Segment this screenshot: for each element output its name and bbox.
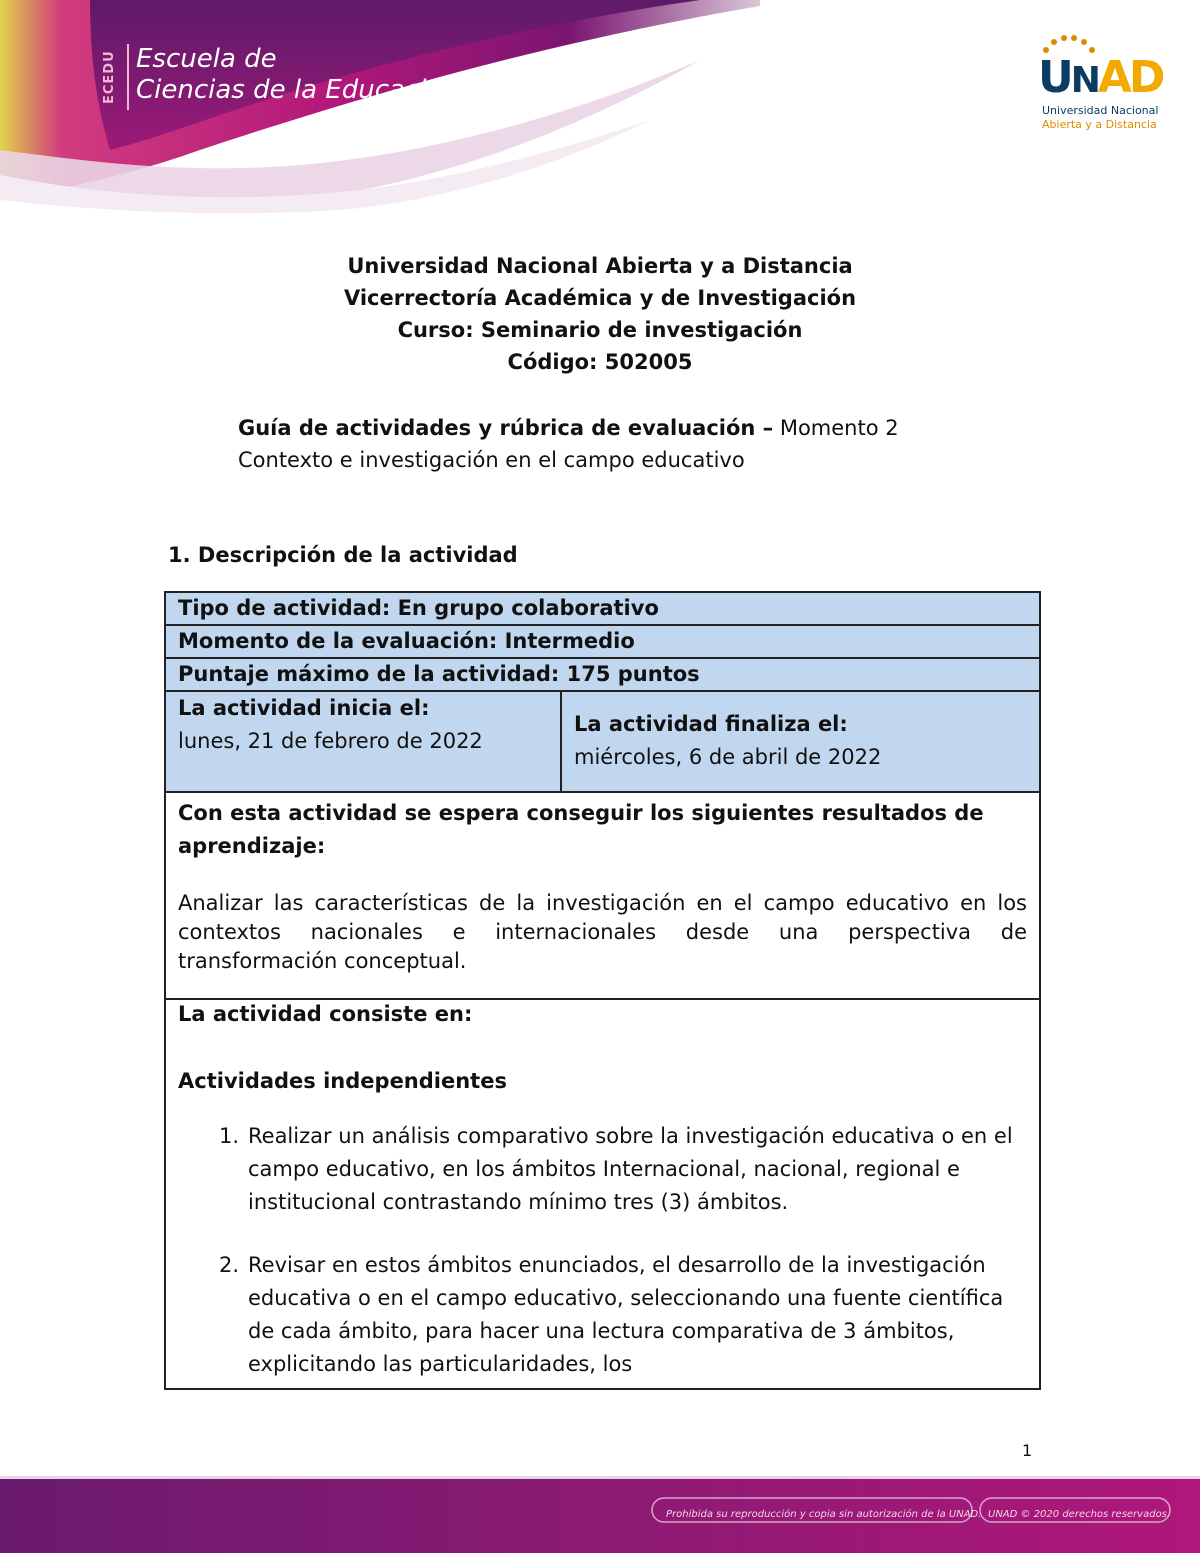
school-name-line1: Escuela de (136, 44, 277, 74)
learning-heading: Con esta actividad se espera conseguir los siguientes resultados de aprendizaje: (178, 801, 984, 858)
independent-heading: Actividades independientes (178, 1069, 507, 1093)
ecedu-label: ECEDU (102, 50, 117, 104)
start-date-cell (166, 692, 562, 791)
title-code: Código: 502005 (507, 350, 693, 374)
school-name (136, 44, 459, 106)
row-learning-outcomes (166, 793, 1039, 1000)
activity-table (164, 591, 1041, 1390)
school-name-line2: Ciencias de la Educación (136, 75, 459, 105)
end-date-label: La actividad finaliza el: (574, 712, 848, 736)
row-activity-consists (166, 1000, 1039, 1388)
title-course: Curso: Seminario de investigación (397, 318, 803, 342)
section-title: 1. Descripción de la actividad (168, 543, 518, 567)
list-item: 1. Realizar un análisis comparativo sobre la investigación educativa o en el campo educativo, en los ámbitos Internacional, nacional, regional e institucional contrastando mínimo tres (3) ámbitos. (218, 1124, 1013, 1214)
logo-line2: Abierta y a Distancia (1042, 118, 1157, 131)
end-date-cell (562, 692, 1039, 791)
row-activity-type: Tipo de actividad: En grupo colaborativo (166, 593, 1039, 626)
title-vicerrectoria: Vicerrectoría Académica y de Investigación (343, 286, 857, 310)
guide-title: Guía de actividades y rúbrica de evaluación – (238, 416, 774, 440)
logo-wordmark: UNAD (1038, 52, 1163, 103)
start-date-label: La actividad inicia el: (178, 696, 430, 720)
unad-logo (1036, 34, 1166, 134)
header-banner (0, 0, 760, 215)
document-titles (0, 250, 1200, 378)
end-date-value: miércoles, 6 de abril de 2022 (574, 745, 882, 769)
page-number: 1 (1022, 1441, 1033, 1460)
consists-heading: La actividad consiste en: (178, 1002, 473, 1026)
start-date-value: lunes, 21 de febrero de 2022 (178, 729, 483, 753)
row-evaluation-moment: Momento de la evaluación: Intermedio (166, 626, 1039, 659)
footer-copy-notice: Prohibida su reproducción y copia sin autorización de la UNAD. (666, 1509, 982, 1520)
list-item: 2. Revisar en estos ámbitos enunciados, el desarrollo de la investigación educativa o en el campo educativo, seleccionando una fuente científica de cada ámbito, para hacer una lectura comparativa de 3 ámbitos, explicitando las particularidades, los (218, 1253, 1004, 1376)
footer-copyright: UNAD © 2020 derechos reservados. (988, 1509, 1171, 1520)
title-university: Universidad Nacional Abierta y a Distancia (347, 254, 853, 278)
guide-subtitle: Contexto e investigación en el campo educativo (238, 448, 745, 472)
guide-heading (238, 412, 899, 476)
learning-text: Analizar las características de la investigación en el campo educativo en los contextos nacionales e internacionales desde una perspectiva de transformación conceptual. (178, 891, 1027, 973)
ecedu-divider (127, 44, 129, 110)
guide-moment: Momento 2 (773, 416, 899, 440)
logo-line1: Universidad Nacional (1042, 104, 1159, 117)
row-max-score: Puntaje máximo de la actividad: 175 puntos (166, 659, 1039, 692)
row-dates (166, 692, 1039, 793)
activity-list (178, 1120, 1027, 1381)
